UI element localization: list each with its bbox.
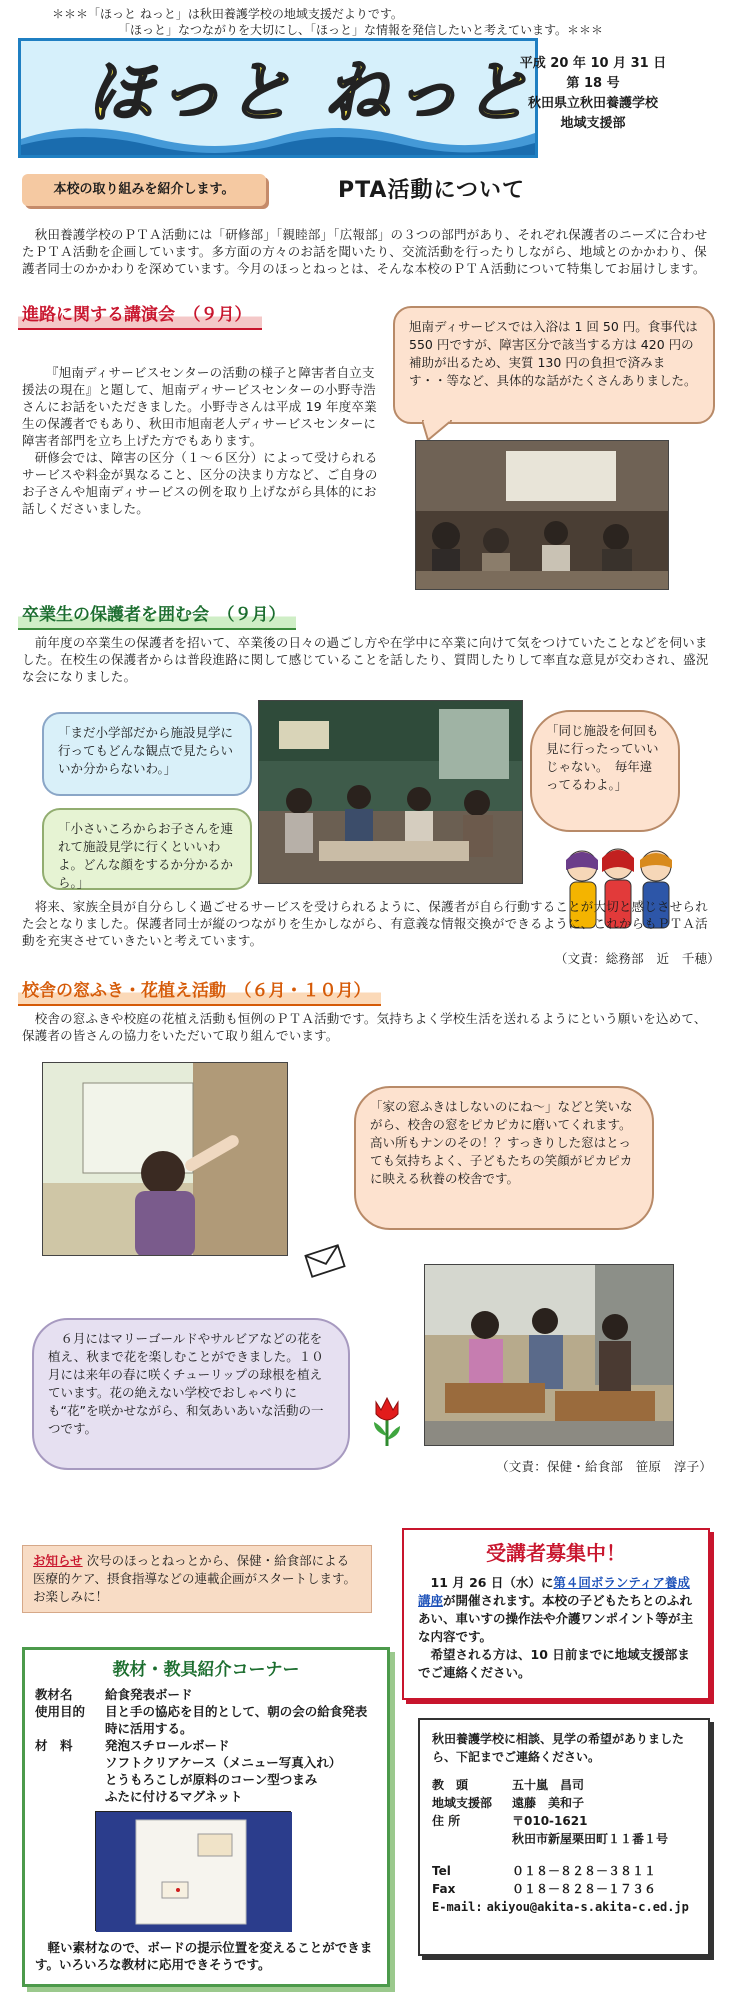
- window-cleaning-image: [43, 1063, 288, 1256]
- window-speech-bubble: [354, 1086, 654, 1230]
- material-label: 教材名: [35, 1687, 73, 1702]
- recruitment-box: [402, 1528, 710, 1700]
- material-label: 使用目的: [35, 1704, 86, 1719]
- windows-paragraph: 校舎の窓ふきや校庭の花植え活動も恒例のＰＴＡ活動です。気持ちよく学校生活を送れるようにという願いを込めて、保護者の皆さんの協力をいただいて取り組んでいます。: [22, 1011, 707, 1043]
- volunteer-course-link[interactable]: 第４回ボランティア養成講座: [418, 1575, 690, 1608]
- contact-department: [432, 1794, 696, 1812]
- flower-speech-bubble: [32, 1318, 350, 1470]
- notice-text: 次号のほっとねっとから、保健・給食部による医療的ケア、摂食指導などの連載企画がスタートします。お楽しみに！: [33, 1553, 357, 1604]
- flower-planting-image: [425, 1265, 674, 1446]
- contact-fax: [432, 1880, 696, 1898]
- masthead: [18, 38, 538, 158]
- windows-credit: （文責：保健・給食部 笹原 淳子）: [496, 1459, 712, 1474]
- principal-name: 五十嵐 昌司: [512, 1778, 585, 1792]
- street-address: 秋田市新屋栗田町１１番１号: [512, 1832, 669, 1846]
- lunch-board-image: [96, 1812, 292, 1932]
- contact-intro: 秋田養護学校に相談、見学の希望がありましたら、下記までご連絡ください。: [432, 1732, 685, 1764]
- materials-footer: 軽い素材なので、ボードの提示位置を変えることができます。いろいろな教材に応用できそうです。: [35, 1940, 373, 1972]
- masthead-title: ほっと ねっと: [87, 54, 534, 131]
- flower-planting-photo: [424, 1264, 674, 1446]
- lecture-paragraph: 『旭南ディサービスセンターの活動の様子と障害者自立支援法の現在』と題して、旭南ディサービスセンターの小野寺浩さんにお話をいただきました。小野寺さんは平成 19 年度卒業生の保護者でもあり、秋田市旭南老人ディサービスセンターに障害者部門を立ち上げた方でもあります。 研修会では、障害の区分（１～６区分）によって受けられるサービスや料金が異なること、区分の決まり方など、ご自身のお子さんや旭南ディサービスの例を取り上げながら具体的にお話しくださいました。: [22, 365, 378, 516]
- bubble-tail: [422, 420, 452, 442]
- window-cleaning-photo: [42, 1062, 288, 1256]
- recruitment-text-start: 11 月 26 日（水）に: [418, 1575, 554, 1590]
- address-label: 住 所: [432, 1814, 461, 1828]
- tel-label: Tel: [432, 1864, 451, 1878]
- parent-bubble-2-text: 「小さいころからお子さんを連れて施設見学に行くといいわよ。どんな顔をするか分かるから。」: [58, 821, 234, 890]
- email-link[interactable]: akiyou@akita-s.akita-c.ed.jp: [486, 1900, 689, 1914]
- envelope-icon: [302, 1238, 348, 1284]
- tulip-icon: [368, 1392, 406, 1448]
- material-row-purpose: [35, 1703, 377, 1737]
- intro-line-2: 「ほっと」なつながりを大切にし、「ほっと」な情報を発信したいと考えています。＊＊＊: [118, 23, 604, 37]
- graduates-credit: （文責：総務部 近 千穂）: [554, 951, 720, 966]
- material-row-materials: [35, 1737, 377, 1805]
- lecture-bubble-text: 旭南ディサービスでは入浴は 1 回 50 円。食事代は 550 円ですが、障害区分で該当する方は 420 円の補助が出るため、実質 130 円の負担で済みます・・等など、具体的な話がたくさんありました。: [409, 319, 698, 388]
- parent-bubble-3: [530, 710, 680, 832]
- graduates-section-title: 卒業生の保護者を囲む会 （９月）: [18, 602, 296, 630]
- material-row-name: [35, 1686, 377, 1703]
- lecture-room-image: [416, 441, 669, 590]
- section-badge: 本校の取り組みを紹介します。: [22, 174, 266, 206]
- material-value: 給食発表ボード: [105, 1687, 193, 1702]
- parent-bubble-1: [42, 712, 252, 796]
- materials-corner: [22, 1647, 390, 1987]
- intro-line-1: ＊＊＊「ほっと ねっと」は秋田養護学校の地域支援だよりです。: [52, 7, 403, 21]
- material-value: 発泡スチロールボード ソフトクリアケース（メニュー写真入れ） とうもろこしが原料のコーン型つまみ ふたに付けるマグネット: [105, 1738, 342, 1804]
- fax-number: ０１８－８２８－１７３６: [512, 1882, 657, 1896]
- graduates-closing-paragraph: 将来、家族全員が自分らしく過ごせるサービスを受けられるように、保護者が自ら行動することが大切と感じさせられた会となりました。保護者同士が縦のつながりを生かしながら、有意義な情報交換ができるように、これからもＰＴＡ活動を充実させていきたいと考えています。: [22, 899, 708, 948]
- board-photo: [95, 1811, 291, 1931]
- contact-box: [418, 1718, 710, 1956]
- lecture-photo: [415, 440, 669, 590]
- contact-principal: [432, 1776, 696, 1794]
- principal-label: 教 頭: [432, 1778, 469, 1792]
- materials-title: 教材・教具紹介コーナー: [112, 1660, 300, 1680]
- recruitment-text: [418, 1574, 694, 1682]
- department-name: 地域支援部: [560, 116, 626, 131]
- fax-label: Fax: [432, 1882, 456, 1896]
- window-bubble-text: 「家の窓ふきはしないのにね～」などと笑いながら、校舎の窓をピカピカに磨いてくれます。高い所もナンのその！？すっきりした窓はとっても気持ちよく、子どもたちの笑顔がピカピカに映える秋養の校舎です。: [370, 1099, 633, 1186]
- contact-tel: [432, 1862, 696, 1880]
- contact-address: [432, 1812, 696, 1830]
- flower-bubble-text: ６月にはマリーゴールドやサルビアなどの花を植え、秋まで花を楽しむことができました。１０月には来年の春に咲くチューリップの球根を植えています。花の絶えない学校でおしゃべりにも“花”を咲かせながら、和気あいあいな活動の一つです。: [48, 1331, 324, 1436]
- publication-info: [508, 54, 678, 134]
- lecture-section-title: 進路に関する講演会 （９月）: [18, 302, 262, 330]
- parent-bubble-2: [42, 808, 252, 890]
- recruitment-text-end: が開催されます。本校の子どもたちとのふれあい、車いすの操作法や介護ワンポイント等が主な内容です。 希望される方は、10 日前までに地域支援部までご連絡ください。: [418, 1593, 694, 1680]
- publication-date: 平成 20 年 10 月 31 日: [519, 56, 667, 71]
- postal-code: 〒010-1621: [512, 1814, 588, 1828]
- material-value: 目と手の協応を目的として、朝の会の給食発表時に活用する。: [105, 1704, 368, 1736]
- department-contact-name: 遠藤 美和子: [512, 1796, 585, 1810]
- tel-number: ０１８－８２８－３８１１: [512, 1864, 657, 1878]
- intro-paragraph: 秋田養護学校のＰＴＡ活動には「研修部」「親睦部」「広報部」の３つの部門があり、それぞれ保護者のニーズに合わせたＰＴＡ活動を企画しています。多方面の方々のお話を聞いたり、交流活動を行ったりしながら、地域とのかかわり、保護者同士のかかわりを深めています。今月のほっとねっとは、そんな本校のＰＴＡ活動について特集してお届けします。: [22, 227, 708, 276]
- notice-label: お知らせ: [33, 1553, 83, 1568]
- contact-email: [432, 1898, 696, 1916]
- material-label: 材 料: [35, 1738, 73, 1753]
- email-label: E-mail:: [432, 1900, 483, 1914]
- parent-bubble-1-text: 「まだ小学部だから施設見学に行ってもどんな観点で見たらいいか分からないわ。」: [58, 725, 234, 776]
- windows-section-title: 校舎の窓ふき・花植え活動 （６月・１０月）: [18, 978, 381, 1006]
- meeting-room-image: [259, 701, 523, 884]
- page-title: PTA活動について: [338, 178, 526, 203]
- graduates-paragraph: 前年度の卒業生の保護者を招いて、卒業後の日々の過ごし方や在学中に卒業に向けて気をつけていたことなどを伺いました。在校生の保護者からは普段進路に関して感じていることを話したり、質問したりして率直な意見が交わされ、盛況な会になりました。: [22, 635, 709, 684]
- department-label: 地域支援部: [432, 1796, 493, 1810]
- school-name: 秋田県立秋田養護学校: [527, 96, 658, 111]
- parent-bubble-3-text: 「同じ施設を何回も見に行ったっていいじゃない。 毎年違ってるわよ。」: [546, 723, 659, 792]
- lecture-speech-bubble: [393, 306, 715, 424]
- meeting-photo: [258, 700, 523, 884]
- issue-number: 第 18 号: [566, 76, 620, 91]
- notice-box: [22, 1545, 372, 1613]
- recruitment-title: 受講者募集中！: [486, 1541, 626, 1565]
